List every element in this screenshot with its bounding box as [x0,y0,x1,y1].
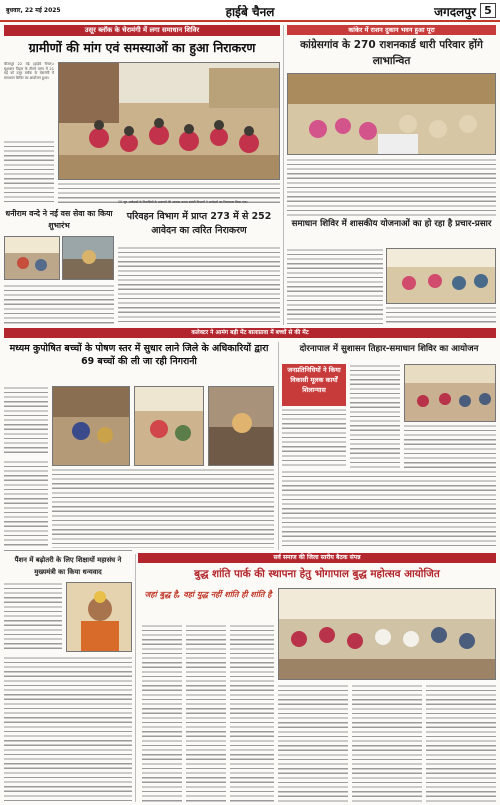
story6-photo-3 [208,386,274,466]
story4-body [118,246,280,324]
story9-kicker: सर्व समाज की जिला स्तरीय बैठक संपन्न [138,553,496,563]
story9-body-2 [186,624,226,802]
story7-body-4 [282,470,496,548]
story2-headline: कांग्रेसगांव के 270 राशनकार्ड धारी परिवार होंगे लाभान्वित [300,39,483,67]
story7-headline: दोरनापाल में सुशासन तिहार-समाधान शिविर का आयोजन [299,344,479,354]
story5-caption [386,306,496,324]
story7-photo [404,364,496,422]
story5-body [287,248,383,324]
story4-caption: 20 जून आवेदकों के निवासियों के प्रकरणों की आवास जनता संबंधी विभागों ने आवेदनों का निराकरण किया गया। [118,200,248,204]
story9-body-6 [426,684,496,802]
story1-lead: बीजापुर 22 मई (हाईबे चैनल)। सुशासन तिहार के तीसरे चरण में 21 मई को उसूर ब्लॉक के चेरामंगी में समाधान शिविर का आयोजन हुआ। [4,62,54,80]
divider-rule [4,550,132,551]
page-number: 5 [480,3,496,18]
story9-body-5 [352,684,422,802]
story1-body-column [4,140,54,202]
story9-photo [278,588,496,680]
story8-photo [66,582,132,652]
story6-kicker: कलेक्टर ने आमंग बड़ी मेंट बालाप्रावा में बच्चों से की मेंट [4,328,496,338]
story1-headline: ग्रामीणों की मांग एवं समस्याओं का हुआ निराकरण [28,40,256,55]
column-divider [283,25,284,325]
issue-date: बुधवार, 22 मई 2025 [6,7,61,14]
story9-body-4 [278,684,348,802]
story6-headline: मध्यम कुपोषित बच्चों के पोषण स्तर में सुधार लाने जिले के अधिकारियों द्वारा 69 बच्चों की ली जा रही निगरानी [9,343,269,367]
column-divider-3 [135,554,136,802]
story9-body-3 [230,624,274,802]
city-name: जगदलपुर [434,5,476,19]
story5-headline: समाधान शिविर में शासकीय योजनाओं का हो रहा है प्रचार-प्रसार [291,219,492,229]
story6-body-3 [4,460,48,548]
story8-body-1 [4,582,62,652]
story2-kicker: कांकेर में राशन दुकान भवन हुआ पूरा [287,25,496,35]
story8-headline: पैंशन में बढ़ोतरी के लिए शिक्षायों महासंघ ने मुख्यमंत्री का किया धन्यवाद [14,556,122,576]
story5-photo [386,248,496,304]
newspaper-title: हाईबे चैनल [225,5,275,19]
story7-highlight-box: जनप्रतिनिधियों ने किया विकासी मूलक कार्यों शिलान्यास [282,364,346,406]
story6-body-2 [52,468,274,548]
masthead [0,0,500,22]
story6-photo-1 [52,386,130,466]
column-divider-2 [278,342,279,550]
story3-photo-left [4,236,60,280]
story7-body-1 [282,408,346,468]
story8-body-2 [4,656,132,801]
story6-body-1 [4,386,48,456]
story3-body [4,284,114,324]
story9-quote: जहां बुद्ध है, वहां युद्ध नहीं शांति ही शांति है [144,590,272,599]
story2-photo [287,73,496,155]
story2-body [287,158,496,216]
story3-headline: धनीराम वन्दे ने नई वस सेवा का किया शुभारंभ [5,209,113,230]
story1-photo [58,62,280,180]
story4-headline: परिवहन विभाग में प्राप्त 273 में से 252 आवेदन का त्वरित निराकरण [126,211,272,236]
story1-kicker: उसूर ब्लॉक के चेरामंगी में लगा समाधान शिविर [4,25,280,36]
story3-photo-right [62,236,114,280]
story7-body-2 [350,364,400,468]
story6-photo-2 [134,386,204,466]
story9-body-1 [142,624,182,802]
story7-body-3 [404,424,496,468]
story9-headline: बुद्ध शांति पार्क की स्थापना हेतु भोगापाल बुद्ध महोत्सव आयोजित [194,568,440,580]
